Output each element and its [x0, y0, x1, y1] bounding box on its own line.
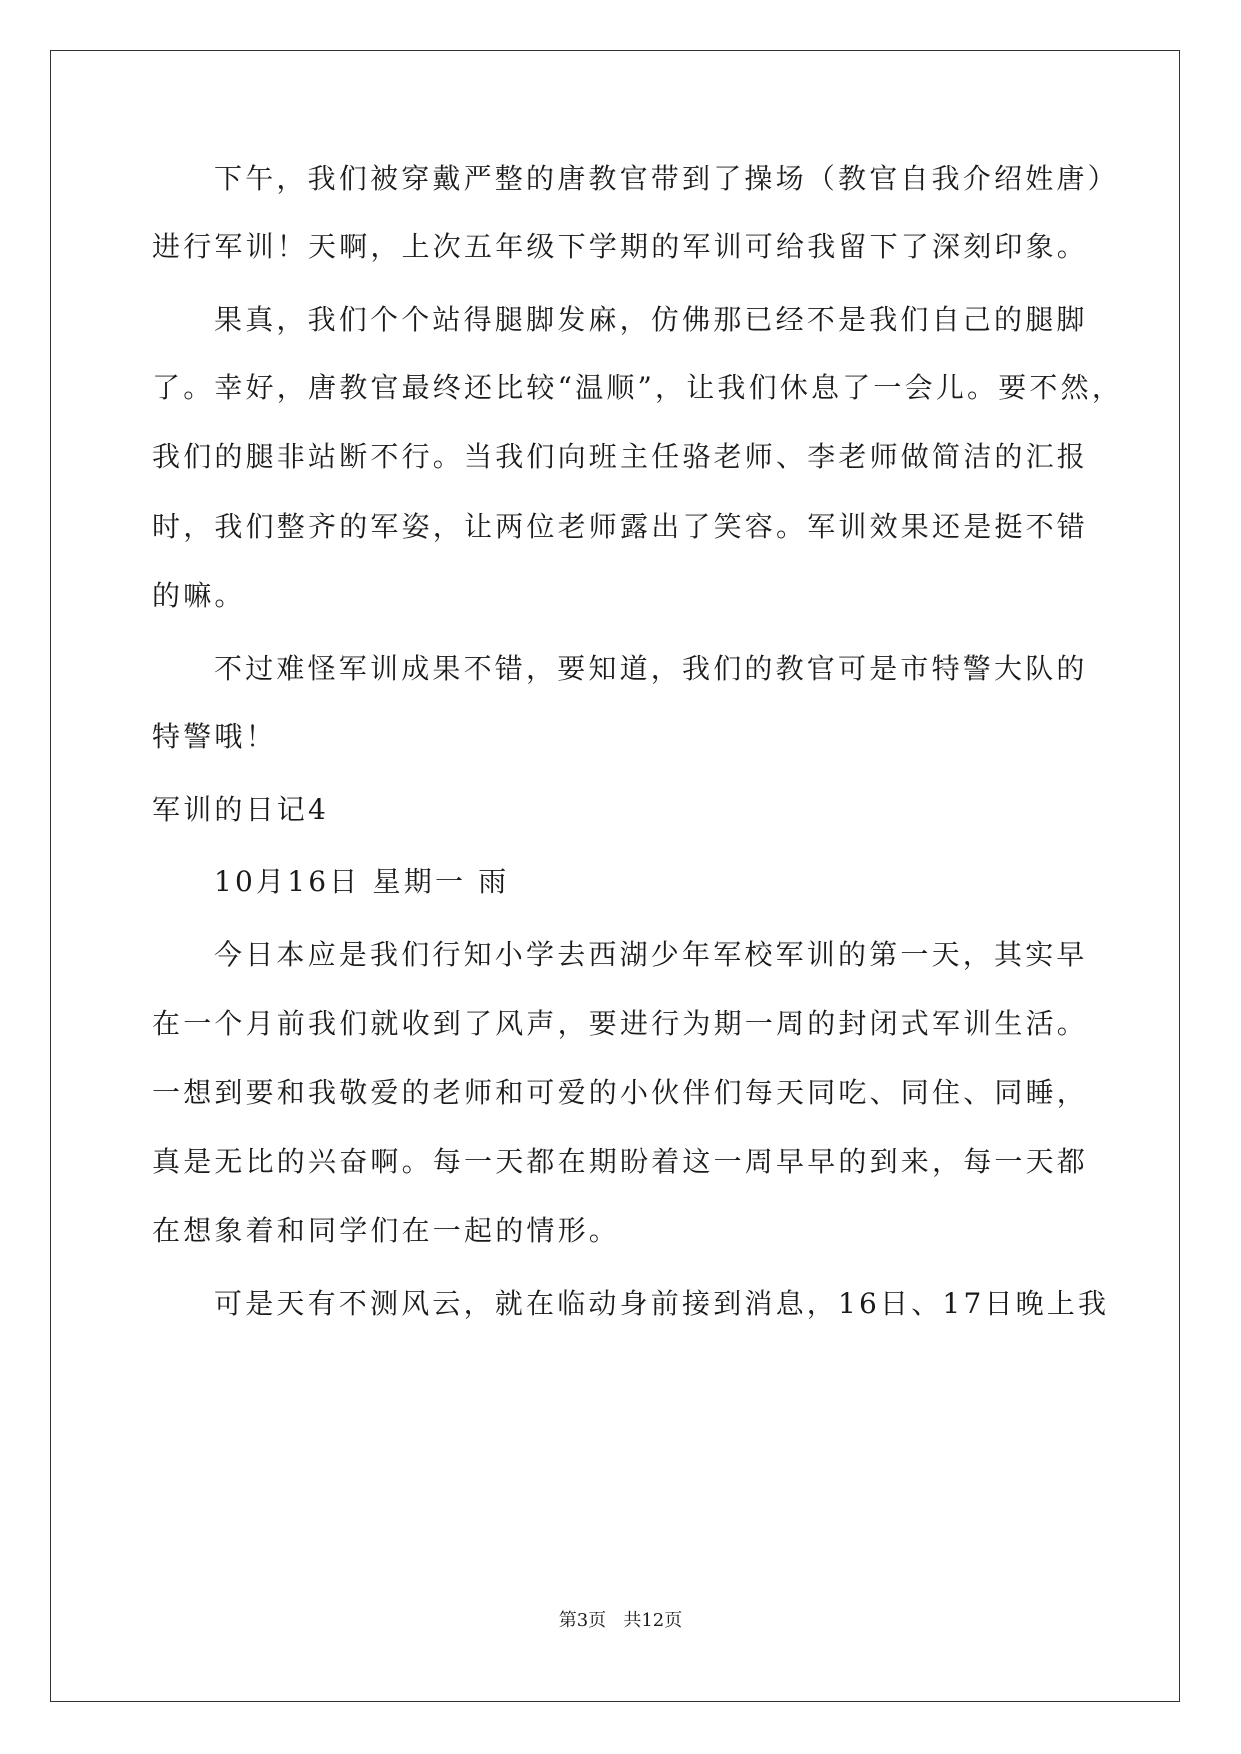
section-heading: 军训的日记4 [152, 793, 330, 826]
text-line: 的嘛。 [152, 579, 246, 612]
text-line: 我们的腿非站断不行。当我们向班主任骆老师、李老师做简洁的汇报 [152, 440, 1089, 473]
text-line: 在一个月前我们就收到了风声，要进行为期一周的封闭式军训生活。 [152, 1007, 1089, 1040]
text-line: 不过难怪军训成果不错，要知道，我们的教官可是市特警大队的 [214, 652, 1088, 685]
text-line: 果真，我们个个站得腿脚发麻，仿佛那已经不是我们自己的腿脚 [214, 303, 1088, 336]
text-line: 了。幸好，唐教官最终还比较“温顺”，让我们休息了一会儿。要不然， [152, 371, 1124, 404]
page-number-footer: 第3页 共12页 [558, 1610, 683, 1631]
text-line: 特警哦！ [152, 720, 277, 753]
date-line: 10月16日 星期一 雨 [214, 865, 510, 898]
text-line: 在想象着和同学们在一起的情形。 [152, 1214, 621, 1247]
text-line: 下午，我们被穿戴严整的唐教官带到了操场（教官自我介绍姓唐） [214, 162, 1119, 195]
text-line: 进行军训！天啊，上次五年级下学期的军训可给我留下了深刻印象。 [152, 230, 1089, 263]
text-line: 真是无比的兴奋啊。每一天都在期盼着这一周早早的到来，每一天都 [152, 1145, 1089, 1178]
text-line: 一想到要和我敬爱的老师和可爱的小伙伴们每天同吃、同住、同睡， [152, 1076, 1089, 1109]
text-line: 今日本应是我们行知小学去西湖少年军校军训的第一天，其实早 [214, 938, 1088, 971]
text-line: 可是天有不测风云，就在临动身前接到消息，16日、17日晚上我 [214, 1287, 1110, 1320]
text-line: 时，我们整齐的军姿，让两位老师露出了笑容。军训效果还是挺不错 [152, 510, 1089, 543]
